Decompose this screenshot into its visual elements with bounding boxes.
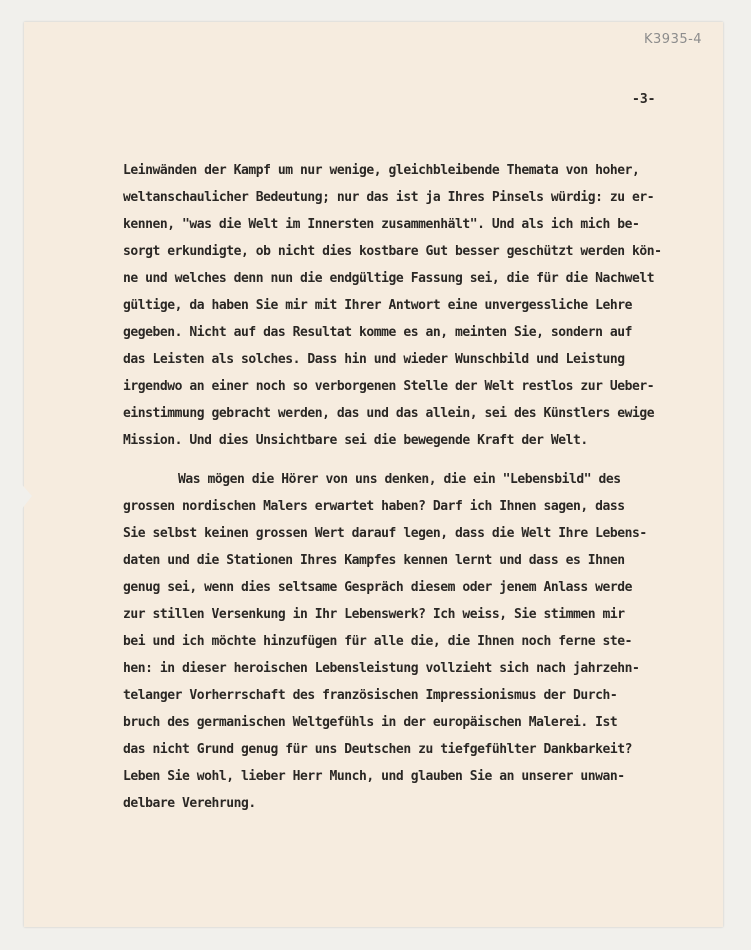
text-line: bruch des germanischen Weltgefühls in der europäischen Malerei. Ist (123, 715, 618, 730)
text-line: weltanschaulicher Bedeutung; nur das ist ja Ihres Pinsels würdig: zu er- (123, 190, 655, 205)
text-line: das nicht Grund genug für uns Deutschen zu tiefgefühlter Dankbarkeit? (123, 742, 632, 757)
text-line: daten und die Stationen Ihres Kampfes kennen lernt und dass es Ihnen (123, 553, 625, 568)
text-line: genug sei, wenn dies seltsame Gespräch diesem oder jenem Anlass werde (123, 580, 632, 595)
archive-number: K3935-4 (644, 32, 703, 47)
text-line: kennen, "was die Welt im Innersten zusammenhält". Und als ich mich be- (123, 217, 640, 232)
text-line: ne und welches denn nun die endgültige Fassung sei, die für die Nachwelt (123, 271, 655, 286)
text-line: grossen nordischen Malers erwartet haben? Darf ich Ihnen sagen, dass (123, 499, 625, 514)
text-line: bei und ich möchte hinzufügen für alle die, die Ihnen noch ferne ste- (123, 634, 632, 649)
text-line: einstimmung gebracht werden, das und das allein, sei des Künstlers ewige (123, 406, 655, 421)
text-line: telanger Vorherrschaft des französischen Impressionismus der Durch- (123, 688, 618, 703)
page-number: -3- (632, 92, 656, 107)
text-line: gegeben. Nicht auf das Resultat komme es an, meinten Sie, sondern auf (123, 325, 632, 340)
text-line: zur stillen Versenkung in Ihr Lebenswerk? Ich weiss, Sie stimmen mir (123, 607, 625, 622)
text-line: Leinwänden der Kampf um nur wenige, gleichbleibende Themata von hoher, (123, 163, 640, 178)
text-line: sorgt erkundigte, ob nicht dies kostbare Gut besser geschützt werden kön- (123, 244, 662, 259)
text-line: Leben Sie wohl, lieber Herr Munch, und glauben Sie an unserer unwan- (123, 769, 625, 784)
text-line: das Leisten als solches. Dass hin und wieder Wunschbild und Leistung (123, 352, 625, 367)
text-line: hen: in dieser heroischen Lebensleistung vollzieht sich nach jahrzehn- (123, 661, 640, 676)
text-line: delbare Verehrung. (123, 796, 256, 811)
text-line: irgendwo an einer noch so verborgenen Stelle der Welt restlos zur Ueber- (123, 379, 655, 394)
text-line: Mission. Und dies Unsichtbare sei die bewegende Kraft der Welt. (123, 433, 588, 448)
text-line: Was mögen die Hörer von uns denken, die ein "Lebensbild" des (178, 472, 621, 487)
torn-edge (18, 480, 32, 514)
text-line: Sie selbst keinen grossen Wert darauf legen, dass die Welt Ihre Lebens- (123, 526, 647, 541)
text-line: gültige, da haben Sie mir mit Ihrer Antwort eine unvergessliche Lehre (123, 298, 632, 313)
